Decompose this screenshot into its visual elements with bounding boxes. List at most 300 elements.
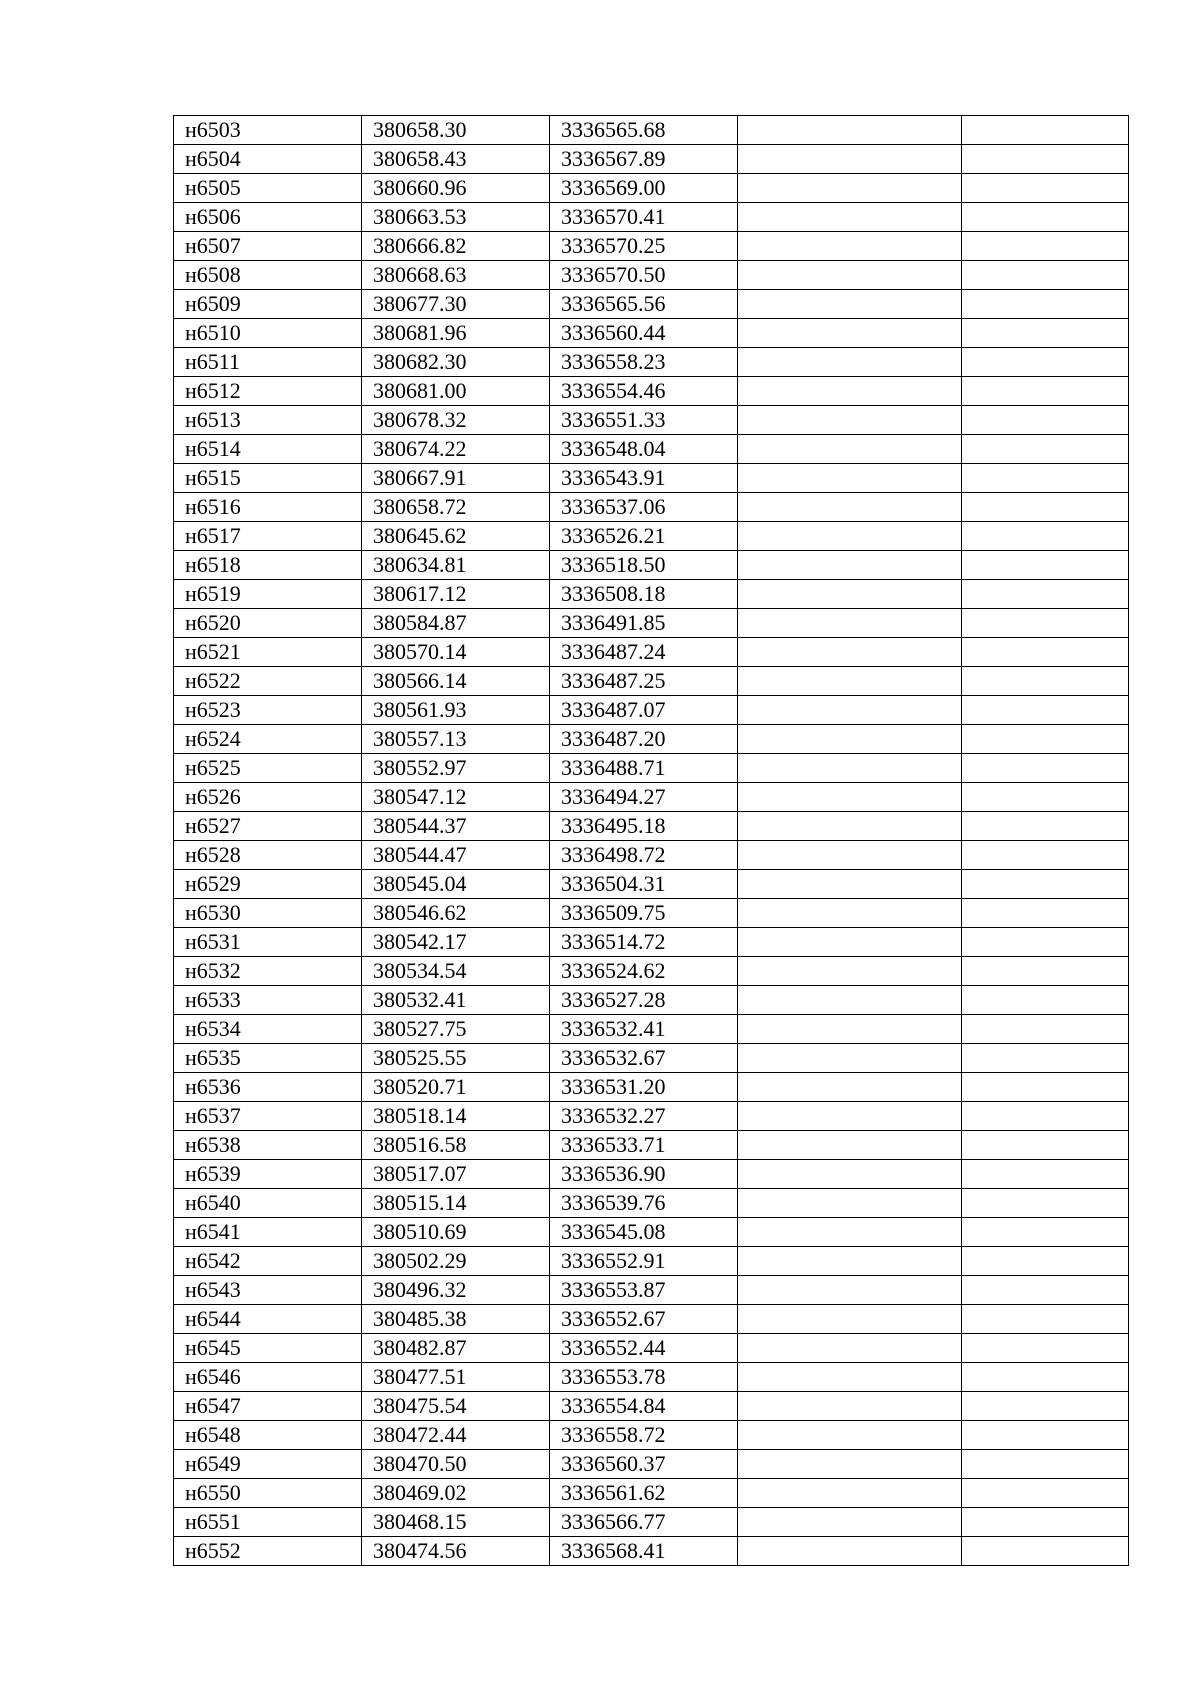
y-coordinate-cell: 3336552.91 [550, 1247, 738, 1276]
x-coordinate-cell: 380518.14 [362, 1102, 550, 1131]
empty-cell [738, 435, 962, 464]
y-coordinate-cell: 3336532.41 [550, 1015, 738, 1044]
empty-cell [962, 1102, 1129, 1131]
y-coordinate-cell: 3336553.78 [550, 1363, 738, 1392]
point-id-cell: н6517 [174, 522, 362, 551]
x-coordinate-cell: 380482.87 [362, 1334, 550, 1363]
y-coordinate-cell: 3336552.44 [550, 1334, 738, 1363]
empty-cell [738, 1015, 962, 1044]
table-row [174, 1392, 1129, 1421]
empty-cell [962, 261, 1129, 290]
empty-cell [738, 754, 962, 783]
y-coordinate-cell: 3336518.50 [550, 551, 738, 580]
empty-cell [962, 1537, 1129, 1566]
point-id-cell: н6544 [174, 1305, 362, 1334]
x-coordinate-cell: 380584.87 [362, 609, 550, 638]
point-id-cell: н6523 [174, 696, 362, 725]
table-row [174, 464, 1129, 493]
table-row [174, 783, 1129, 812]
point-id-cell: н6540 [174, 1189, 362, 1218]
point-id-cell: н6538 [174, 1131, 362, 1160]
x-coordinate-cell: 380470.50 [362, 1450, 550, 1479]
empty-cell [738, 870, 962, 899]
table-row [174, 435, 1129, 464]
point-id-cell: н6518 [174, 551, 362, 580]
empty-cell [738, 841, 962, 870]
table-row [174, 1479, 1129, 1508]
point-id-cell: н6543 [174, 1276, 362, 1305]
table-row [174, 261, 1129, 290]
y-coordinate-cell: 3336487.24 [550, 638, 738, 667]
empty-cell [962, 725, 1129, 754]
empty-cell [962, 406, 1129, 435]
table-row [174, 1160, 1129, 1189]
point-id-cell: н6503 [174, 116, 362, 145]
empty-cell [962, 783, 1129, 812]
table-row [174, 870, 1129, 899]
empty-cell [738, 1479, 962, 1508]
point-id-cell: н6504 [174, 145, 362, 174]
empty-cell [738, 1073, 962, 1102]
point-id-cell: н6505 [174, 174, 362, 203]
x-coordinate-cell: 380658.72 [362, 493, 550, 522]
x-coordinate-cell: 380552.97 [362, 754, 550, 783]
empty-cell [962, 1073, 1129, 1102]
x-coordinate-cell: 380570.14 [362, 638, 550, 667]
point-id-cell: н6550 [174, 1479, 362, 1508]
point-id-cell: н6525 [174, 754, 362, 783]
empty-cell [962, 493, 1129, 522]
y-coordinate-cell: 3336558.23 [550, 348, 738, 377]
table-row [174, 1334, 1129, 1363]
point-id-cell: н6532 [174, 957, 362, 986]
empty-cell [738, 348, 962, 377]
empty-cell [962, 812, 1129, 841]
y-coordinate-cell: 3336533.71 [550, 1131, 738, 1160]
y-coordinate-cell: 3336570.50 [550, 261, 738, 290]
y-coordinate-cell: 3336548.04 [550, 435, 738, 464]
empty-cell [962, 1131, 1129, 1160]
y-coordinate-cell: 3336495.18 [550, 812, 738, 841]
empty-cell [962, 986, 1129, 1015]
y-coordinate-cell: 3336487.07 [550, 696, 738, 725]
point-id-cell: н6520 [174, 609, 362, 638]
x-coordinate-cell: 380645.62 [362, 522, 550, 551]
point-id-cell: н6510 [174, 319, 362, 348]
empty-cell [962, 1392, 1129, 1421]
x-coordinate-cell: 380668.63 [362, 261, 550, 290]
x-coordinate-cell: 380666.82 [362, 232, 550, 261]
y-coordinate-cell: 3336539.76 [550, 1189, 738, 1218]
empty-cell [738, 493, 962, 522]
x-coordinate-cell: 380678.32 [362, 406, 550, 435]
empty-cell [738, 899, 962, 928]
x-coordinate-cell: 380532.41 [362, 986, 550, 1015]
empty-cell [738, 1508, 962, 1537]
y-coordinate-cell: 3336561.62 [550, 1479, 738, 1508]
x-coordinate-cell: 380485.38 [362, 1305, 550, 1334]
empty-cell [738, 1334, 962, 1363]
empty-cell [962, 1160, 1129, 1189]
empty-cell [738, 232, 962, 261]
point-id-cell: н6508 [174, 261, 362, 290]
empty-cell [738, 406, 962, 435]
point-id-cell: н6541 [174, 1218, 362, 1247]
y-coordinate-cell: 3336488.71 [550, 754, 738, 783]
table-row [174, 1305, 1129, 1334]
x-coordinate-cell: 380474.56 [362, 1537, 550, 1566]
x-coordinate-cell: 380547.12 [362, 783, 550, 812]
point-id-cell: н6549 [174, 1450, 362, 1479]
x-coordinate-cell: 380557.13 [362, 725, 550, 754]
empty-cell [738, 928, 962, 957]
empty-cell [962, 870, 1129, 899]
empty-cell [962, 1218, 1129, 1247]
empty-cell [962, 522, 1129, 551]
x-coordinate-cell: 380667.91 [362, 464, 550, 493]
empty-cell [738, 638, 962, 667]
x-coordinate-cell: 380681.96 [362, 319, 550, 348]
table-row [174, 319, 1129, 348]
point-id-cell: н6513 [174, 406, 362, 435]
empty-cell [738, 1102, 962, 1131]
table-row [174, 986, 1129, 1015]
table-row [174, 957, 1129, 986]
empty-cell [738, 1276, 962, 1305]
empty-cell [738, 203, 962, 232]
y-coordinate-cell: 3336508.18 [550, 580, 738, 609]
x-coordinate-cell: 380516.58 [362, 1131, 550, 1160]
table-row [174, 1508, 1129, 1537]
empty-cell [738, 986, 962, 1015]
y-coordinate-cell: 3336567.89 [550, 145, 738, 174]
point-id-cell: н6535 [174, 1044, 362, 1073]
table-row [174, 348, 1129, 377]
empty-cell [738, 522, 962, 551]
point-id-cell: н6512 [174, 377, 362, 406]
empty-cell [738, 609, 962, 638]
table-row [174, 203, 1129, 232]
empty-cell [738, 1450, 962, 1479]
x-coordinate-cell: 380496.32 [362, 1276, 550, 1305]
empty-cell [738, 580, 962, 609]
empty-cell [962, 928, 1129, 957]
point-id-cell: н6552 [174, 1537, 362, 1566]
point-id-cell: н6524 [174, 725, 362, 754]
point-id-cell: н6519 [174, 580, 362, 609]
table-row [174, 667, 1129, 696]
empty-cell [738, 1537, 962, 1566]
y-coordinate-cell: 3336566.77 [550, 1508, 738, 1537]
table-row [174, 406, 1129, 435]
x-coordinate-cell: 380545.04 [362, 870, 550, 899]
table-row [174, 493, 1129, 522]
x-coordinate-cell: 380566.14 [362, 667, 550, 696]
empty-cell [962, 754, 1129, 783]
point-id-cell: н6527 [174, 812, 362, 841]
table-row [174, 1247, 1129, 1276]
table-row [174, 290, 1129, 319]
empty-cell [962, 377, 1129, 406]
y-coordinate-cell: 3336565.68 [550, 116, 738, 145]
table-row [174, 1537, 1129, 1566]
x-coordinate-cell: 380561.93 [362, 696, 550, 725]
y-coordinate-cell: 3336565.56 [550, 290, 738, 319]
empty-cell [962, 174, 1129, 203]
empty-cell [738, 1247, 962, 1276]
table-row [174, 1218, 1129, 1247]
empty-cell [962, 638, 1129, 667]
y-coordinate-cell: 3336494.27 [550, 783, 738, 812]
empty-cell [962, 696, 1129, 725]
empty-cell [738, 116, 962, 145]
point-id-cell: н6526 [174, 783, 362, 812]
point-id-cell: н6545 [174, 1334, 362, 1363]
empty-cell [962, 1044, 1129, 1073]
y-coordinate-cell: 3336560.44 [550, 319, 738, 348]
table-row [174, 1450, 1129, 1479]
y-coordinate-cell: 3336537.06 [550, 493, 738, 522]
empty-cell [738, 1421, 962, 1450]
table-row [174, 1073, 1129, 1102]
table-row [174, 522, 1129, 551]
x-coordinate-cell: 380525.55 [362, 1044, 550, 1073]
x-coordinate-cell: 380468.15 [362, 1508, 550, 1537]
point-id-cell: н6509 [174, 290, 362, 319]
y-coordinate-cell: 3336524.62 [550, 957, 738, 986]
y-coordinate-cell: 3336543.91 [550, 464, 738, 493]
empty-cell [738, 551, 962, 580]
empty-cell [738, 1189, 962, 1218]
table-row [174, 1131, 1129, 1160]
table-row [174, 696, 1129, 725]
empty-cell [738, 174, 962, 203]
empty-cell [738, 464, 962, 493]
empty-cell [962, 1189, 1129, 1218]
point-id-cell: н6533 [174, 986, 362, 1015]
table-row [174, 1363, 1129, 1392]
y-coordinate-cell: 3336570.41 [550, 203, 738, 232]
x-coordinate-cell: 380674.22 [362, 435, 550, 464]
y-coordinate-cell: 3336526.21 [550, 522, 738, 551]
table-row [174, 116, 1129, 145]
table-row [174, 638, 1129, 667]
empty-cell [962, 1421, 1129, 1450]
empty-cell [962, 1276, 1129, 1305]
empty-cell [962, 319, 1129, 348]
x-coordinate-cell: 380544.47 [362, 841, 550, 870]
x-coordinate-cell: 380546.62 [362, 899, 550, 928]
point-id-cell: н6528 [174, 841, 362, 870]
empty-cell [738, 1305, 962, 1334]
empty-cell [962, 203, 1129, 232]
x-coordinate-cell: 380660.96 [362, 174, 550, 203]
x-coordinate-cell: 380677.30 [362, 290, 550, 319]
y-coordinate-cell: 3336532.67 [550, 1044, 738, 1073]
empty-cell [962, 551, 1129, 580]
coordinates-table-body [174, 116, 1129, 1566]
empty-cell [962, 1247, 1129, 1276]
empty-cell [738, 319, 962, 348]
y-coordinate-cell: 3336514.72 [550, 928, 738, 957]
x-coordinate-cell: 380502.29 [362, 1247, 550, 1276]
x-coordinate-cell: 380515.14 [362, 1189, 550, 1218]
empty-cell [738, 725, 962, 754]
empty-cell [962, 1015, 1129, 1044]
point-id-cell: н6507 [174, 232, 362, 261]
empty-cell [738, 1044, 962, 1073]
x-coordinate-cell: 380520.71 [362, 1073, 550, 1102]
table-row [174, 1421, 1129, 1450]
x-coordinate-cell: 380544.37 [362, 812, 550, 841]
table-row [174, 899, 1129, 928]
table-row [174, 1102, 1129, 1131]
point-id-cell: н6536 [174, 1073, 362, 1102]
point-id-cell: н6515 [174, 464, 362, 493]
empty-cell [962, 1305, 1129, 1334]
empty-cell [738, 812, 962, 841]
empty-cell [962, 667, 1129, 696]
y-coordinate-cell: 3336509.75 [550, 899, 738, 928]
empty-cell [962, 1479, 1129, 1508]
table-row [174, 754, 1129, 783]
point-id-cell: н6539 [174, 1160, 362, 1189]
y-coordinate-cell: 3336527.28 [550, 986, 738, 1015]
point-id-cell: н6537 [174, 1102, 362, 1131]
point-id-cell: н6522 [174, 667, 362, 696]
empty-cell [962, 348, 1129, 377]
y-coordinate-cell: 3336553.87 [550, 1276, 738, 1305]
empty-cell [738, 783, 962, 812]
table-row [174, 580, 1129, 609]
table-row [174, 1015, 1129, 1044]
empty-cell [962, 232, 1129, 261]
empty-cell [962, 580, 1129, 609]
empty-cell [738, 290, 962, 319]
x-coordinate-cell: 380658.30 [362, 116, 550, 145]
point-id-cell: н6530 [174, 899, 362, 928]
y-coordinate-cell: 3336558.72 [550, 1421, 738, 1450]
empty-cell [962, 464, 1129, 493]
empty-cell [738, 696, 962, 725]
table-row [174, 1189, 1129, 1218]
x-coordinate-cell: 380617.12 [362, 580, 550, 609]
table-row [174, 609, 1129, 638]
empty-cell [738, 957, 962, 986]
empty-cell [962, 899, 1129, 928]
point-id-cell: н6529 [174, 870, 362, 899]
point-id-cell: н6511 [174, 348, 362, 377]
x-coordinate-cell: 380542.17 [362, 928, 550, 957]
empty-cell [962, 435, 1129, 464]
empty-cell [738, 261, 962, 290]
table-row [174, 812, 1129, 841]
empty-cell [738, 1160, 962, 1189]
point-id-cell: н6516 [174, 493, 362, 522]
y-coordinate-cell: 3336551.33 [550, 406, 738, 435]
empty-cell [738, 145, 962, 174]
point-id-cell: н6551 [174, 1508, 362, 1537]
table-row [174, 232, 1129, 261]
table-row [174, 551, 1129, 580]
x-coordinate-cell: 380517.07 [362, 1160, 550, 1189]
x-coordinate-cell: 380658.43 [362, 145, 550, 174]
point-id-cell: н6542 [174, 1247, 362, 1276]
x-coordinate-cell: 380510.69 [362, 1218, 550, 1247]
x-coordinate-cell: 380634.81 [362, 551, 550, 580]
x-coordinate-cell: 380469.02 [362, 1479, 550, 1508]
point-id-cell: н6546 [174, 1363, 362, 1392]
x-coordinate-cell: 380477.51 [362, 1363, 550, 1392]
y-coordinate-cell: 3336554.46 [550, 377, 738, 406]
empty-cell [962, 1508, 1129, 1537]
point-id-cell: н6531 [174, 928, 362, 957]
point-id-cell: н6506 [174, 203, 362, 232]
table-row [174, 725, 1129, 754]
y-coordinate-cell: 3336536.90 [550, 1160, 738, 1189]
table-row [174, 174, 1129, 203]
y-coordinate-cell: 3336498.72 [550, 841, 738, 870]
empty-cell [738, 667, 962, 696]
y-coordinate-cell: 3336487.20 [550, 725, 738, 754]
point-id-cell: н6547 [174, 1392, 362, 1421]
empty-cell [962, 957, 1129, 986]
y-coordinate-cell: 3336532.27 [550, 1102, 738, 1131]
y-coordinate-cell: 3336504.31 [550, 870, 738, 899]
coordinates-table [173, 115, 1129, 1566]
y-coordinate-cell: 3336570.25 [550, 232, 738, 261]
table-row [174, 841, 1129, 870]
point-id-cell: н6534 [174, 1015, 362, 1044]
empty-cell [962, 1334, 1129, 1363]
y-coordinate-cell: 3336552.67 [550, 1305, 738, 1334]
y-coordinate-cell: 3336554.84 [550, 1392, 738, 1421]
empty-cell [962, 841, 1129, 870]
table-row [174, 928, 1129, 957]
table-row [174, 377, 1129, 406]
y-coordinate-cell: 3336569.00 [550, 174, 738, 203]
empty-cell [962, 116, 1129, 145]
empty-cell [962, 1363, 1129, 1392]
x-coordinate-cell: 380534.54 [362, 957, 550, 986]
empty-cell [962, 145, 1129, 174]
x-coordinate-cell: 380475.54 [362, 1392, 550, 1421]
y-coordinate-cell: 3336491.85 [550, 609, 738, 638]
table-row [174, 1044, 1129, 1073]
y-coordinate-cell: 3336560.37 [550, 1450, 738, 1479]
empty-cell [962, 609, 1129, 638]
x-coordinate-cell: 380472.44 [362, 1421, 550, 1450]
x-coordinate-cell: 380682.30 [362, 348, 550, 377]
empty-cell [738, 1131, 962, 1160]
y-coordinate-cell: 3336487.25 [550, 667, 738, 696]
y-coordinate-cell: 3336545.08 [550, 1218, 738, 1247]
empty-cell [962, 290, 1129, 319]
y-coordinate-cell: 3336531.20 [550, 1073, 738, 1102]
point-id-cell: н6548 [174, 1421, 362, 1450]
x-coordinate-cell: 380527.75 [362, 1015, 550, 1044]
table-row [174, 145, 1129, 174]
empty-cell [738, 1363, 962, 1392]
point-id-cell: н6521 [174, 638, 362, 667]
y-coordinate-cell: 3336568.41 [550, 1537, 738, 1566]
x-coordinate-cell: 380681.00 [362, 377, 550, 406]
table-row [174, 1276, 1129, 1305]
empty-cell [738, 377, 962, 406]
empty-cell [738, 1392, 962, 1421]
empty-cell [738, 1218, 962, 1247]
empty-cell [962, 1450, 1129, 1479]
